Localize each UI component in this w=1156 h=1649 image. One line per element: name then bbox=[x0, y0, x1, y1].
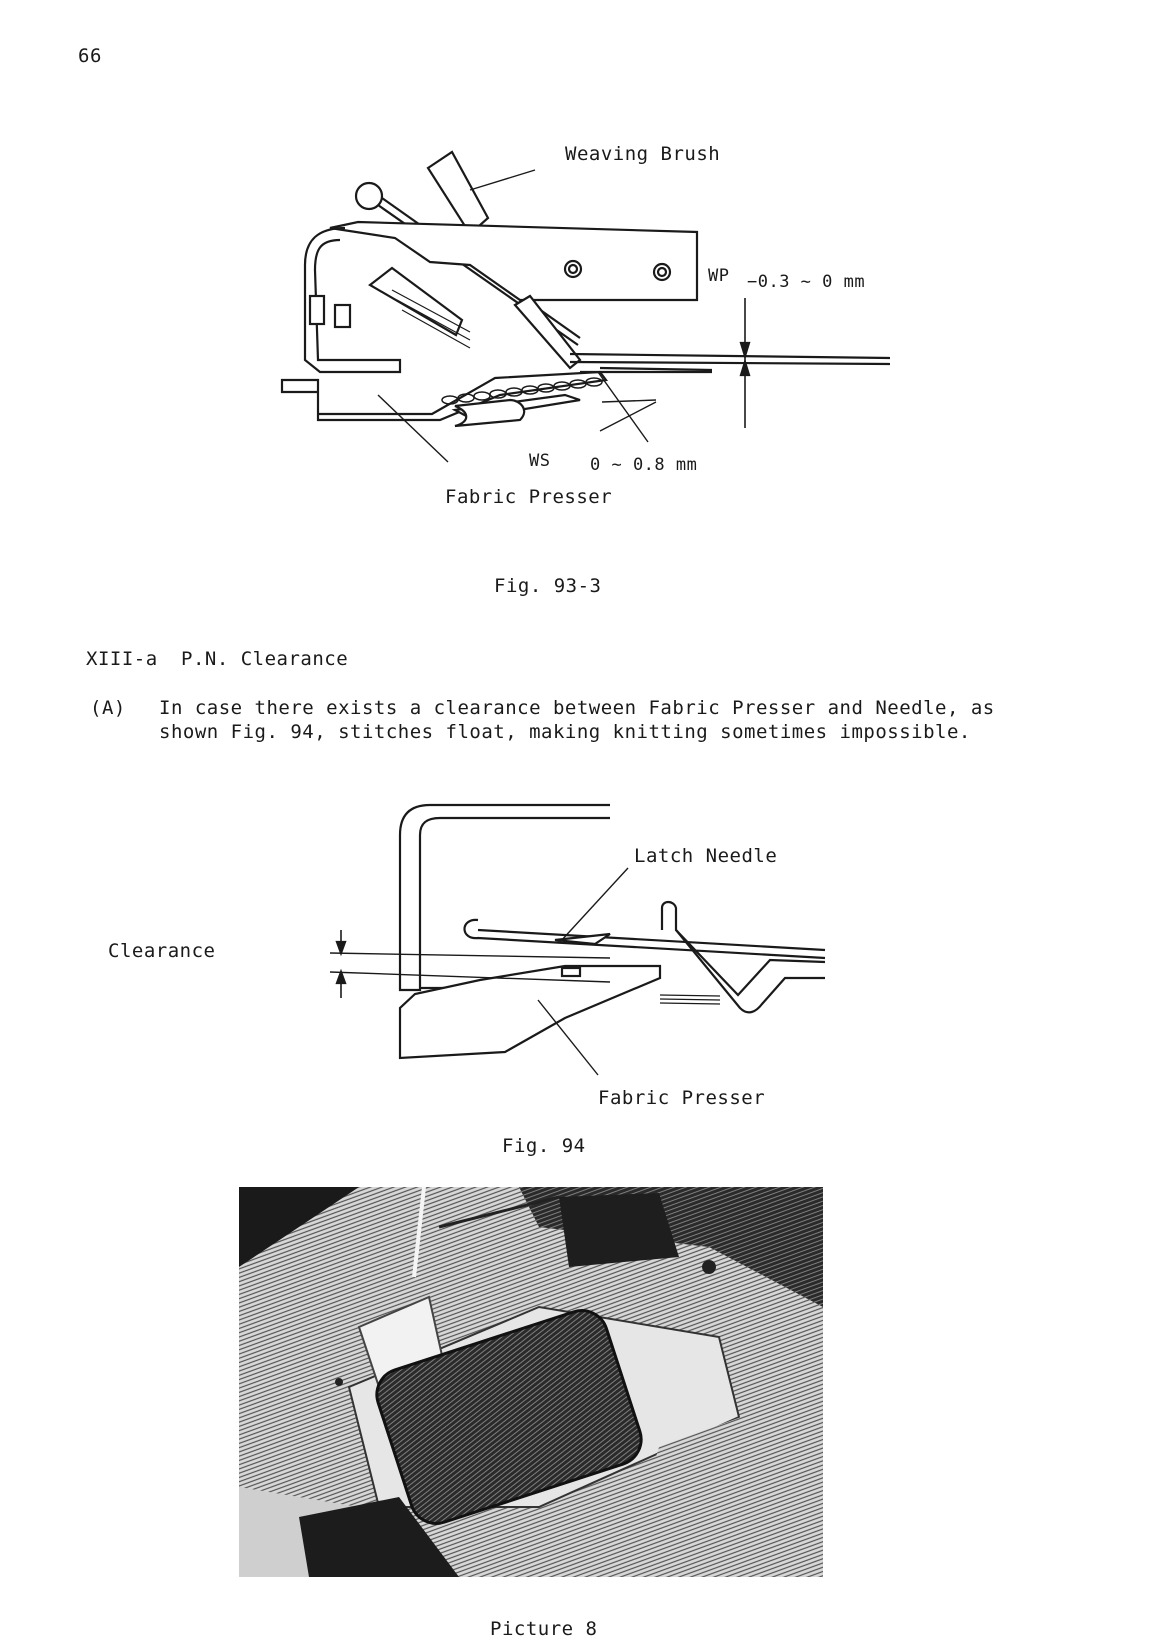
label-wp: WP bbox=[708, 266, 730, 286]
page-number: 66 bbox=[78, 45, 102, 67]
label-wp-value: −0.3 ∼ 0 mm bbox=[747, 272, 866, 292]
caption-fig-93-3: Fig. 93-3 bbox=[494, 575, 602, 597]
label-weaving-brush: Weaving Brush bbox=[565, 143, 721, 165]
item-text-line-2: shown Fig. 94, stitches float, making knitting sometimes impossible. bbox=[159, 721, 971, 743]
label-latch-needle: Latch Needle bbox=[634, 845, 778, 867]
section-heading-title: P.N. Clearance bbox=[181, 648, 349, 670]
clearance-dimension-line bbox=[330, 953, 610, 958]
needle-frame bbox=[400, 805, 610, 990]
item-text-line-1: In case there exists a clearance between Fabric Presser and Needle, as bbox=[159, 697, 995, 719]
weaving-brush-leader bbox=[470, 170, 535, 190]
label-ws: WS bbox=[529, 451, 551, 471]
label-ws-value: 0 ∼ 0.8 mm bbox=[590, 455, 698, 475]
latch-needle-leader bbox=[560, 868, 628, 942]
fabric-presser-leader bbox=[378, 395, 448, 462]
label-clearance: Clearance bbox=[108, 940, 216, 962]
item-marker: (A) bbox=[90, 697, 126, 719]
caption-picture-8: Picture 8 bbox=[490, 1618, 598, 1640]
needle-bed-line bbox=[570, 354, 890, 358]
weaving-brush-shape bbox=[428, 152, 488, 234]
fig-93-3-diagram bbox=[0, 0, 1156, 560]
ws-dimension-line bbox=[598, 372, 648, 442]
label-fabric-presser-93: Fabric Presser bbox=[445, 486, 613, 508]
caption-fig-94: Fig. 94 bbox=[502, 1135, 586, 1157]
picture-8-photo bbox=[239, 1187, 823, 1577]
label-fabric-presser-94: Fabric Presser bbox=[598, 1087, 766, 1109]
section-heading-code: XIII-a bbox=[86, 648, 158, 670]
